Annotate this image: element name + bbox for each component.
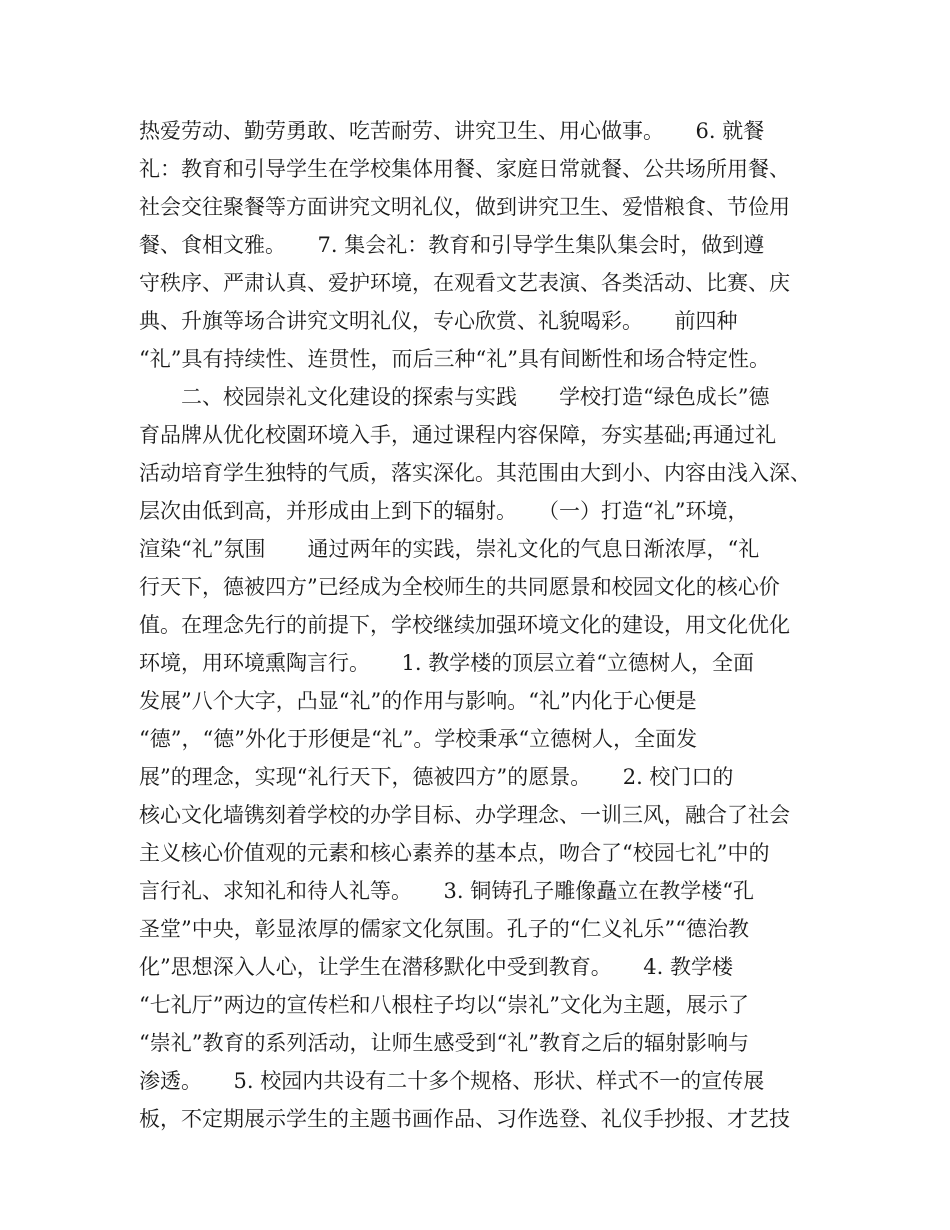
text-line: 餐、食相文雅。 7. 集会礼：教育和引导学生集队集会时，做到遵 (139, 233, 765, 257)
text-line: “崇礼”教育的系列活动，让师生感受到“礼”教育之后的辐射影响与 (139, 1031, 749, 1055)
text-line: 礼：教育和引导学生在学校集体用餐、家庭日常就餐、公共场所用餐、 (139, 157, 790, 181)
text-line: 渗透。 5. 校园内共设有二十多个规格、形状、样式不一的宣传展 (139, 1069, 765, 1093)
text-line: “礼”具有持续性、连贯性，而后三种“礼”具有间断性和场合特定性。 (139, 347, 770, 371)
text-line: 典、升旗等场合讲究文明礼仪，专心欣赏、礼貌喝彩。 前四种 (139, 309, 738, 333)
text-line: 核心文化墙镌刻着学校的办学目标、办学理念、一训三风，融合了社会 (139, 803, 790, 827)
text-line: 主义核心价值观的元素和核心素养的基本点，吻合了“校园七礼”中的 (139, 841, 770, 865)
text-line: 发展”八个大字，凸显“礼”的作用与影响。“礼”内化于心便是 (139, 689, 697, 713)
text-line: “七礼厅”两边的宣传栏和八根柱子均以“崇礼”文化为主题，展示了 (139, 993, 749, 1017)
text-line: 二、校园崇礼文化建设的探索与实践 学校打造“绿色成长”德 (139, 385, 770, 409)
body-text (139, 112, 829, 1138)
text-line: 环境，用环境熏陶言行。 1. 教学楼的顶层立着“立德树人，全面 (139, 651, 754, 675)
text-line: 热爱劳动、勤劳勇敢、吃苦耐劳、讲究卫生、用心做事。 6. 就餐 (139, 119, 765, 143)
text-line: 化”思想深入人心，让学生在潜移默化中受到教育。 4. 教学楼 (139, 955, 733, 979)
text-line: 守秩序、严肃认真、爱护环境，在观看文艺表演、各类活动、比赛、庆 (139, 271, 790, 295)
text-line: 言行礼、求知礼和待人礼等。 3. 铜铸孔子雕像矗立在教学楼“孔 (139, 879, 754, 903)
text-line: 社会交往聚餐等方面讲究文明礼仪，做到讲究卫生、爱惜粮食、节俭用 (139, 195, 790, 219)
text-line: 行天下，德被四方”已经成为全校师生的共同愿景和校园文化的核心价 (139, 575, 780, 599)
text-line: 渲染“礼”氛围 通过两年的实践，崇礼文化的气息日渐浓厚，“礼 (139, 537, 760, 561)
text-line: 展”的理念，实现“礼行天下，德被四方”的愿景。 2. 校门口的 (139, 765, 734, 789)
text-line: 育品牌从优化校園环境入手，通过课程内容保障，夯实基础;再通过礼 (139, 423, 777, 447)
text-line: 值。在理念先行的前提下，学校继续加强环境文化的建设，用文化优化 (139, 613, 790, 637)
text-line: 层次由低到高，并形成由上到下的辐射。 （一）打造“礼”环境， (139, 499, 749, 523)
text-line: 板，不定期展示学生的主题书画作品、习作选登、礼仪手抄报、才艺技 (139, 1107, 790, 1131)
text-line: 圣堂”中央，彰显浓厚的儒家文化氛围。孔子的“仁义礼乐”“德治教 (139, 917, 749, 941)
text-line: “德”，“德”外化于形便是“礼”。学校秉承“立德树人，全面发 (139, 727, 698, 751)
text-line: 活动培育学生独特的气质，落实深化。其范围由大到小、内容由浅入深、 (139, 461, 811, 485)
